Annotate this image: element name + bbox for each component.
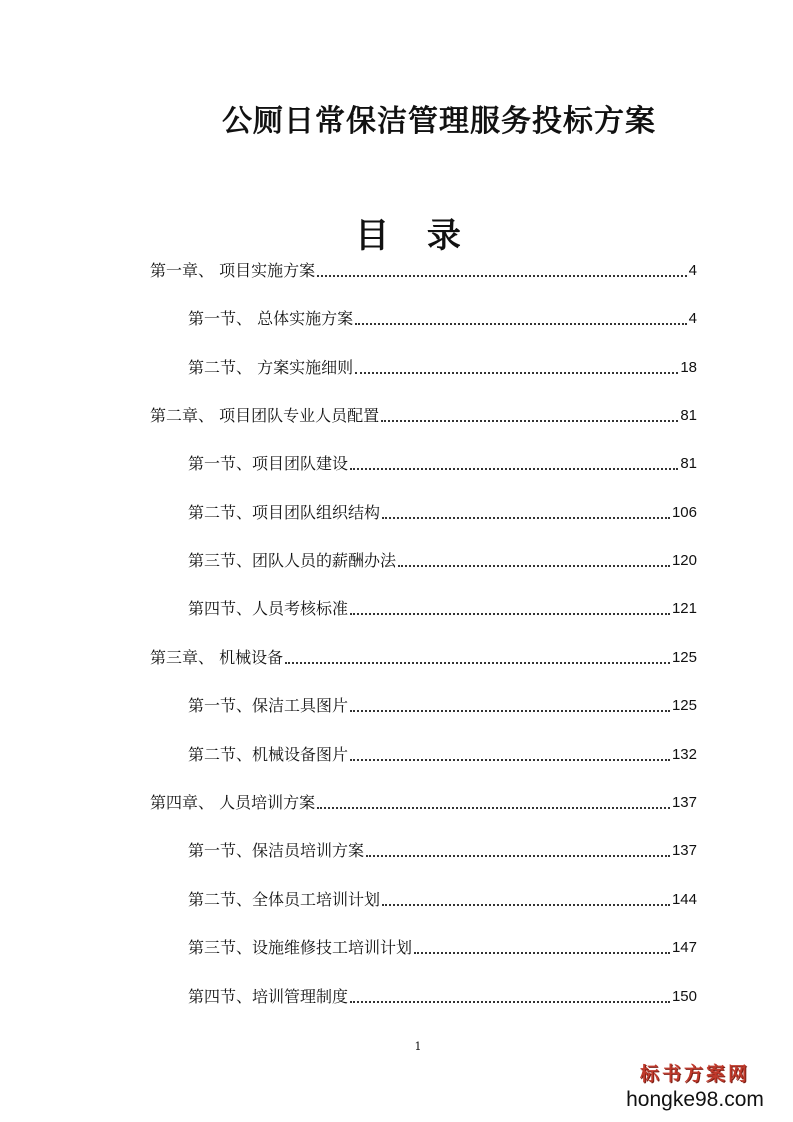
toc-heading: 目 录 xyxy=(355,216,461,256)
toc-entry-page: 144 xyxy=(671,891,697,908)
toc-entry-label: 第一节、保洁员培训方案 xyxy=(188,841,365,860)
dot-leader xyxy=(285,662,670,664)
page-number: 1 xyxy=(414,1040,422,1053)
dot-leader xyxy=(355,323,687,325)
toc-entry-chapter-4[interactable] xyxy=(150,791,697,813)
toc-entry-label: 第四节、培训管理制度 xyxy=(188,987,349,1006)
toc-entry-page: 150 xyxy=(671,988,697,1005)
toc-entry-section-2-1[interactable] xyxy=(188,452,697,474)
toc-entry-section-2-2[interactable] xyxy=(188,501,697,523)
watermark xyxy=(615,1059,775,1112)
toc-entry-label: 第三节、设施维修技工培训计划 xyxy=(188,938,413,957)
toc-entry-label: 第三章、 机械设备 xyxy=(150,648,284,667)
toc-entry-section-1-1[interactable] xyxy=(188,307,697,329)
toc-entry-label: 第二章、 项目团队专业人员配置 xyxy=(150,406,380,425)
toc-entry-page: 4 xyxy=(688,310,697,327)
toc-entry-chapter-1[interactable] xyxy=(150,259,697,281)
toc-entry-page: 147 xyxy=(671,939,697,956)
toc-entry-page: 125 xyxy=(671,697,697,714)
toc-entry-page: 106 xyxy=(671,504,697,521)
toc-entry-label: 第一节、保洁工具图片 xyxy=(188,696,349,715)
toc-entry-page: 81 xyxy=(680,407,697,424)
toc-entry-label: 第二节、机械设备图片 xyxy=(188,745,349,764)
dot-leader xyxy=(414,952,670,954)
toc-entry-page: 81 xyxy=(680,455,697,472)
dot-leader xyxy=(366,855,670,857)
toc-entry-section-4-3[interactable] xyxy=(188,936,697,958)
toc-entry-page: 137 xyxy=(671,794,697,811)
dot-leader xyxy=(350,759,670,761)
toc-entry-label: 第一节、 总体实施方案 xyxy=(188,309,354,328)
toc-entry-page: 120 xyxy=(671,552,697,569)
toc-entry-section-3-2[interactable] xyxy=(188,743,697,765)
toc-entry-section-2-3[interactable] xyxy=(188,549,697,571)
dot-leader xyxy=(382,517,670,519)
toc-entry-section-1-2[interactable] xyxy=(188,356,697,378)
dot-leader xyxy=(381,420,678,422)
toc-entry-page: 137 xyxy=(671,842,697,859)
watermark-url: hongke98.com xyxy=(626,1088,764,1111)
toc-entry-section-3-1[interactable] xyxy=(188,694,697,716)
toc-entry-label: 第四章、 人员培训方案 xyxy=(150,793,316,812)
toc-entry-label: 第一节、项目团队建设 xyxy=(188,454,349,473)
toc-entry-chapter-3[interactable] xyxy=(150,646,697,668)
dot-leader xyxy=(350,613,670,615)
toc-entry-section-4-4[interactable] xyxy=(188,985,697,1007)
dot-leader xyxy=(350,710,670,712)
dot-leader xyxy=(350,468,678,470)
dot-leader xyxy=(350,1001,670,1003)
dot-leader xyxy=(317,275,687,277)
toc-entry-label: 第二节、 方案实施细则 xyxy=(188,358,354,377)
dot-leader xyxy=(398,565,670,567)
toc-entry-page: 132 xyxy=(671,746,697,763)
dot-leader xyxy=(355,372,678,374)
toc-entry-page: 125 xyxy=(671,649,697,666)
toc-entry-label: 第三节、团队人员的薪酬办法 xyxy=(188,551,397,570)
toc-entry-label: 第一章、 项目实施方案 xyxy=(150,261,316,280)
watermark-site-name: 标书方案网 xyxy=(639,1063,750,1085)
toc-entry-chapter-2[interactable] xyxy=(150,404,697,426)
toc-entry-section-4-1[interactable] xyxy=(188,839,697,861)
toc-entry-page: 18 xyxy=(680,359,697,376)
toc-entry-section-2-4[interactable] xyxy=(188,597,697,619)
toc-entry-label: 第二节、项目团队组织结构 xyxy=(188,503,381,522)
toc-entry-page: 121 xyxy=(671,600,697,617)
toc-entry-page: 4 xyxy=(688,262,697,279)
dot-leader xyxy=(317,807,670,809)
toc-entry-label: 第二节、全体员工培训计划 xyxy=(188,890,381,909)
document-title: 公厕日常保洁管理服务投标方案 xyxy=(222,104,656,139)
dot-leader xyxy=(382,904,670,906)
toc-entry-label: 第四节、人员考核标准 xyxy=(188,599,349,618)
toc-entry-section-4-2[interactable] xyxy=(188,888,697,910)
